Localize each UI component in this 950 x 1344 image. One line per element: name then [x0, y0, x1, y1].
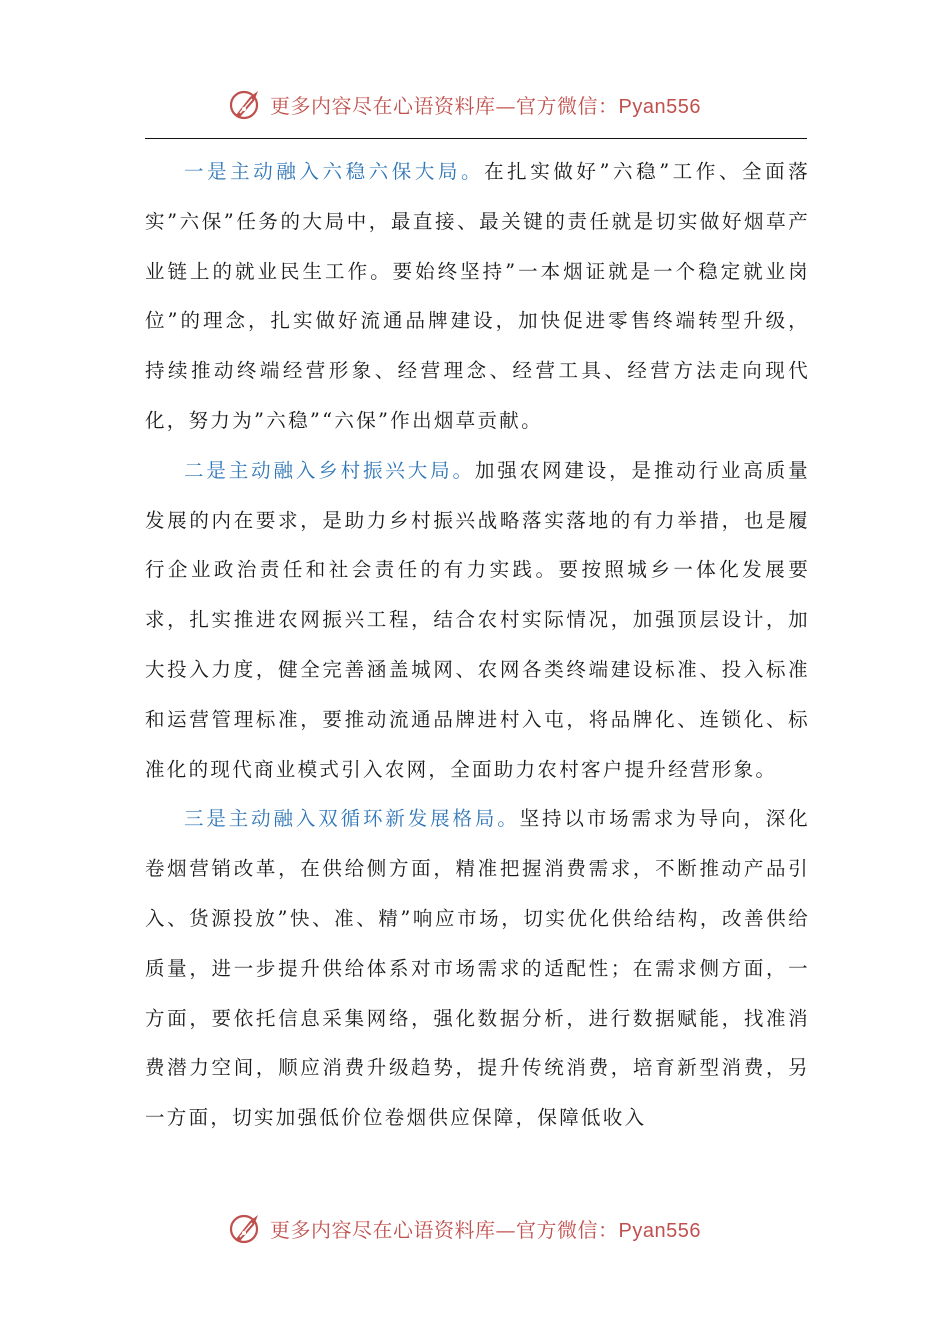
footer-banner-separator: — [495, 1217, 516, 1242]
header-banner-site: 更多内容尽在心语资料库 [270, 93, 496, 118]
header-banner-wechat-id: Pyan556 [618, 95, 701, 118]
header-banner [228, 84, 701, 124]
footer-banner-site: 更多内容尽在心语资料库 [270, 1217, 496, 1242]
header-banner-label: 官方微信： [516, 93, 619, 118]
footer-banner [228, 1208, 701, 1248]
paragraph-1-body: 在扎实做好”六稳”工作、全面落实”六保”任务的大局中，最直接、最关键的责任就是切实做好烟草产业链上的就业民生工作。要始终坚持”一本烟证就是一个稳定就业岗位”的理念，扎实做好流通品牌建设，加快促进零售终端转型升级，持续推动终端经营形象、经营理念、经营工具、经营方法走向现代化，努力为”六稳”“六保”作出烟草贡献。 [145, 160, 810, 432]
paragraph-3-lead: 三是主动融入双循环新发展格局。 [184, 807, 520, 831]
paragraph-3 [145, 794, 810, 1143]
paragraph-2-lead: 二是主动融入乡村振兴大局。 [184, 458, 475, 482]
paragraph-1 [145, 147, 810, 446]
footer-banner-wechat-id: Pyan556 [618, 1219, 701, 1242]
paragraph-2-body: 加强农网建设，是推动行业高质量发展的内在要求，是助力乡村振兴战略落实落地的有力举措，也是履行企业政治责任和社会责任的有力实践。要按照城乡一体化发展要求，扎实推进农网振兴工程，结合农村实际情况，加强顶层设计，加大投入力度，健全完善涵盖城网、农网各类终端建设标准、投入标准和运营管理标准，要推动流通品牌进村入屯，将品牌化、连锁化、标准化的现代商业模式引入农网，全面助力农村客户提升经营形象。 [145, 458, 810, 781]
document-body [145, 147, 810, 1143]
paragraph-1-lead: 一是主动融入六稳六保大局。 [184, 160, 485, 183]
paragraph-3-body: 坚持以市场需求为导向，深化卷烟营销改革，在供给侧方面，精准把握消费需求，不断推动产品引入、货源投放”快、准、精”响应市场，切实优化供给结构，改善供给质量，进一步提升供给体系对市场需求的适配性；在需求侧方面，一方面，要依托信息采集网络，强化数据分析，进行数据赋能，找准消费潜力空间，顺应消费升级趋势，提升传统消费，培育新型消费，另一方面，切实加强低价位卷烟供应保障，保障低收入 [145, 807, 810, 1130]
header-banner-text [270, 90, 701, 119]
footer-banner-text [270, 1214, 701, 1243]
footer-banner-label: 官方微信： [516, 1217, 619, 1242]
quill-pen-logo-icon [228, 87, 262, 121]
paragraph-2 [145, 446, 810, 795]
quill-pen-logo-icon [228, 1211, 262, 1245]
header-banner-separator: — [495, 93, 516, 118]
header-divider [145, 138, 807, 139]
